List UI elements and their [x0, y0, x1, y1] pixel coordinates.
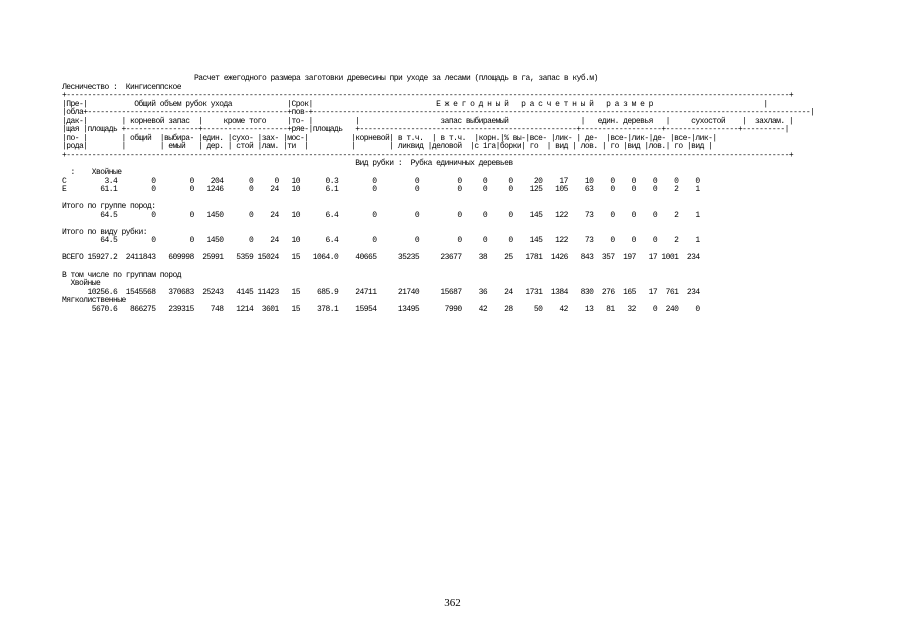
table-row: : Хвойные	[62, 168, 122, 178]
report-body	[62, 75, 814, 314]
table-header-line: |щая |площадь +-----------------+--------------------+ряе-|площадь +---------------------------------------------------+-------------------+-----------------+----------|	[62, 125, 789, 135]
table-header-line: +--------------------------------------------------------------------------------------------------------------------------------------------------------------------------+	[62, 91, 794, 101]
table-row: 10256.6 1545568 370683 25243 4145 11423 15 685.9 24711 21740 15687 36 24 1731 1384 830 276 165 17 761 234	[62, 287, 700, 297]
table-row: Е 61.1 0 0 1246 0 24 10 6.1 0 0 0 0 0 125 105 63 0 0 0 2 1	[62, 185, 700, 195]
report-title: Расчет ежегодного размера заготовки древесины при уходе за лесами (площадь в га, запас в куб.м)	[194, 74, 598, 83]
table-row: Хвойные	[62, 279, 101, 289]
logging-type-line: Вид рубки : Рубка единичных деревьев	[62, 159, 513, 169]
table-row: 64.5 0 0 1450 0 24 10 6.4 0 0 0 0 0 145 122 73 0 0 0 2 1	[62, 236, 700, 246]
page-number: 362	[444, 597, 461, 609]
table-row: В том числе по группам пород	[62, 270, 182, 280]
table-header-line: |рода| | | емый | дер. | стой |лам. |ти | | | ликвид |деловой |с 1га|борки| го | вид | лов. | го |вид |лов.| го |вид |	[62, 142, 713, 152]
table-header-line: |дак-| | корневой запас | кроме того |то- | | запас выбираемый | един. деревья | сухостой | захлам. |	[62, 116, 794, 126]
table-row: Мягколиственные	[62, 296, 126, 306]
forestry-line: Лесничество : Кингисеппское	[62, 82, 182, 92]
table-row: 64.5 0 0 1450 0 24 10 6.4 0 0 0 0 0 145 122 73 0 0 0 2 1	[62, 210, 700, 220]
table-header-line: |по- | | общий |выбира- |един. |сухо- |зах- |мос-| |корневой| в т.ч. | в т.ч. |корн.|% вы-|все- |лик- | де- |все-|лик-|де- |все-|лик-|	[62, 133, 717, 143]
table-row	[62, 220, 814, 229]
table-header-line: |обла+-----------------------------------------------+пов-+---------------------------------------------------------------------------------------------------------------------|	[62, 108, 815, 118]
table-header-line: +--------------------------------------------------------------------------------------------------------------------------------------------------------------------------+	[62, 150, 794, 160]
table-row: ВСЕГО 15927.2 2411843 609998 25991 5359 15024 15 1064.0 40665 35235 23677 38 25 1781 1426 843 357 197 17 1001 234	[62, 253, 700, 263]
table-header-line: |Пре-| Общий объем рубок ухода |Срок| Е ж е г о д н ы й р а с ч е т н ы й р а з м е р |	[62, 99, 768, 109]
table-row	[62, 195, 814, 204]
table-row: С 3.4 0 0 204 0 0 10 0.3 0 0 0 0 0 20 17 10 0 0 0 0 0	[62, 176, 700, 186]
table-row: 5670.6 866275 239315 748 1214 3601 15 378.1 15954 13495 7990 42 28 50 42 13 81 32 0 240 0	[62, 304, 700, 314]
table-row: Итого по группе пород:	[62, 202, 156, 212]
table-row: Итого по виду рубки:	[62, 227, 148, 237]
